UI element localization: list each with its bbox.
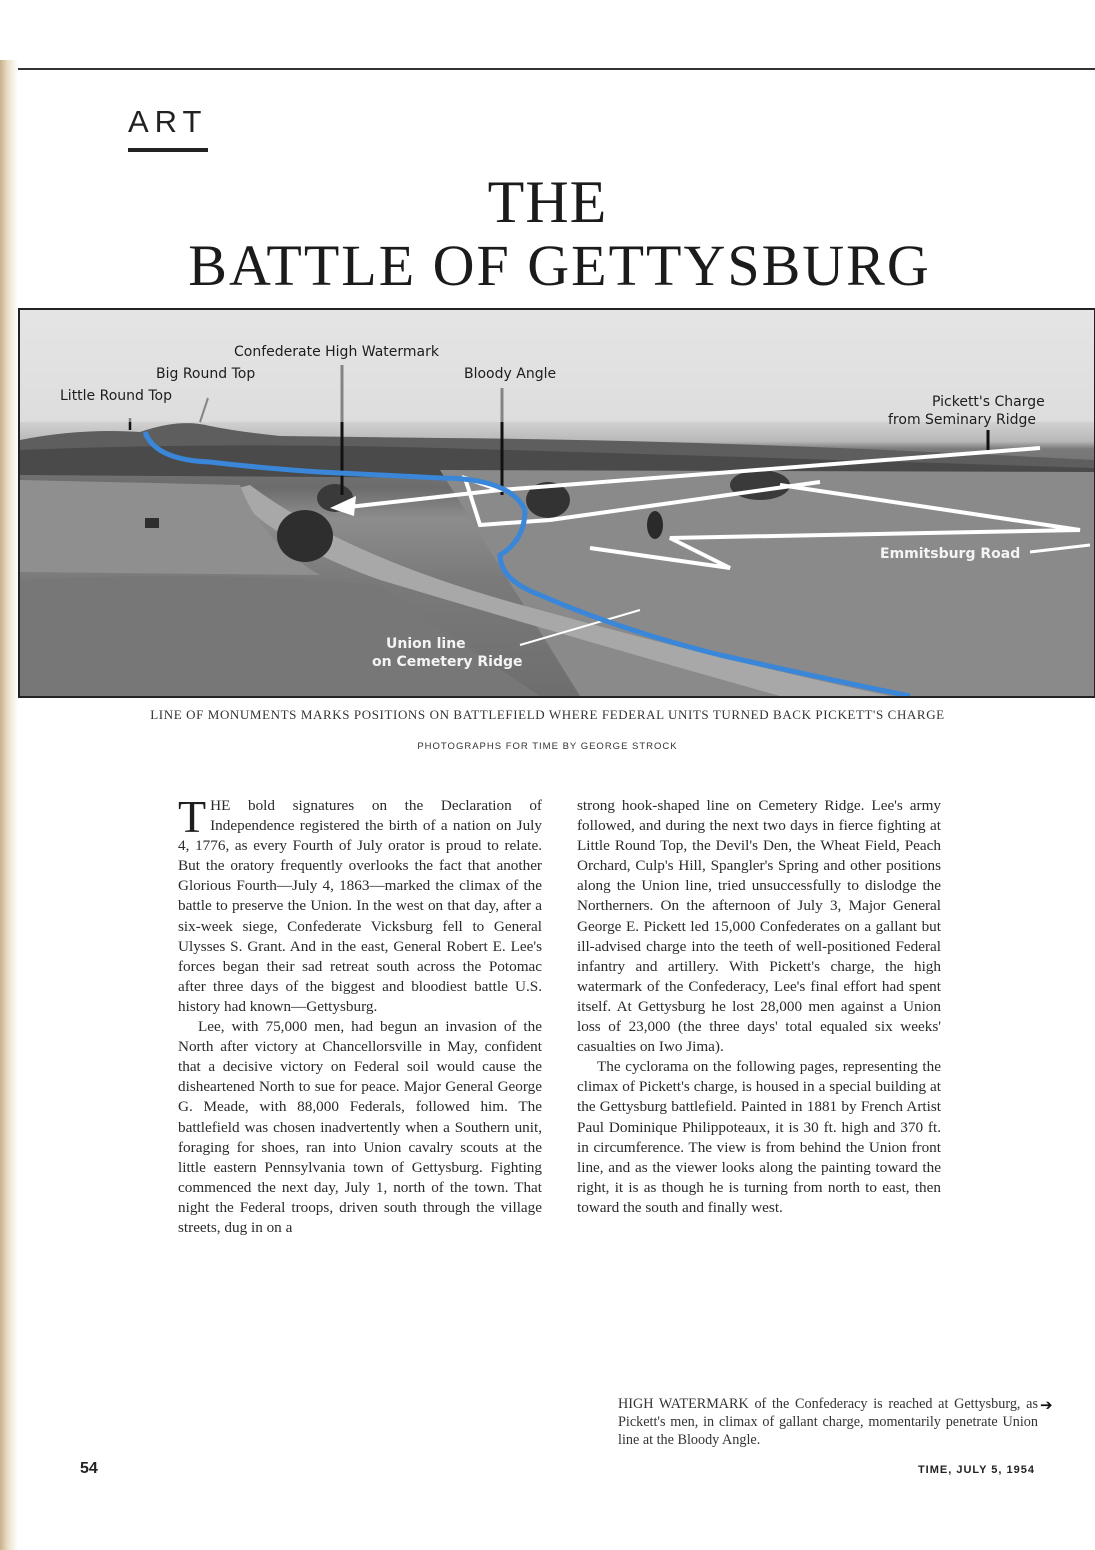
- label-emmitsburg-road: Emmitsburg Road: [880, 546, 1021, 562]
- headline-line-1: THE: [487, 169, 608, 235]
- label-bloody-angle: Bloody Angle: [464, 366, 557, 382]
- label-confederate-high-watermark: Confederate High Watermark: [234, 344, 439, 360]
- page-number: 54: [80, 1460, 98, 1477]
- issue-dateline: TIME, JULY 5, 1954: [917, 1464, 1035, 1476]
- tree: [647, 511, 663, 539]
- battlefield-photo: [18, 308, 1095, 698]
- section-label: ART: [128, 104, 208, 139]
- article-paragraph: The cyclorama on the following pages, representing the climax of Pickett's charge, is housed in a special building at the Gettysburg battlefield. Painted in 1881 by French Artist Paul Dominique Philippoteaux, it is 30 ft. high and 370 ft. in circumference. The view is from behind the Union front line, and as the viewer looks along the painting toward the right, it is as though he is turning from north to east, then toward the south and finally west.: [577, 1058, 941, 1216]
- tree: [277, 510, 333, 562]
- headline-line-2: BATTLE OF GETTYSBURG: [188, 233, 931, 298]
- monument: [145, 518, 159, 528]
- label-little-round-top: Little Round Top: [60, 388, 172, 404]
- photo-credit: PHOTOGRAPHS FOR TIME BY GEORGE STROCK: [417, 741, 678, 752]
- section-underline: [128, 148, 208, 152]
- dropcap: T: [178, 791, 207, 842]
- label-big-round-top: Big Round Top: [156, 366, 256, 382]
- label-union-line-2: on Cemetery Ridge: [372, 654, 523, 670]
- photo-caption: LINE OF MONUMENTS MARKS POSITIONS ON BATTLEFIELD WHERE FEDERAL UNITS TURNED BACK PICKETT'S CHARGE: [150, 707, 945, 722]
- right-arrow-icon: ➔: [1040, 1398, 1053, 1414]
- label-picketts-charge-2: from Seminary Ridge: [888, 412, 1037, 428]
- label-union-line-1: Union line: [386, 636, 466, 652]
- article-paragraph: [178, 791, 542, 1017]
- top-rule: [18, 68, 1095, 70]
- article-paragraph: Lee, with 75,000 men, had begun an invasion of the North after victory at Chancellorsville in May, confident that a decisive victory on Federal soil would cause the disheartened North to sue for peace. Major General George G. Meade, with 88,000 Federals, followed him. The battlefield was chosen inadvertently when a Southern unit, foraging for shoes, ran into Union cavalry scouts at the little eastern Pennsylvania town of Gettysburg. Fighting commenced the next day, July 1, north of the town. That night the Federal troops, driven south through the village streets, dug in on a: [178, 1018, 542, 1236]
- article-column-right: [577, 796, 941, 1218]
- label-picketts-charge-1: Pickett's Charge: [932, 394, 1045, 410]
- article-column-left: [178, 791, 542, 1238]
- next-page-caption: HIGH WATERMARK of the Confederacy is reached at Gettysburg, as Pickett's men, in climax of gallant charge, momentarily penetrate Union line at the Bloody Angle.: [618, 1396, 1038, 1448]
- article-text: HE bold signatures on the Declaration of Independence registered the birth of a nation on July 4, 1776, as every Fourth of July orator is proud to relate. But the oratory frequently overlooks the fact that another Glorious Fourth—July 4, 1863—marked the climax of the battle to preserve the Union. In the west on that day, after a six-week siege, Confederate Vicksburg fell to General Ulysses S. Grant. And in the east, General Robert E. Lee's forces began their sad retreat south across the Potomac after three days of the biggest and bloodiest battle U.S. history had known—Gettysburg.: [178, 797, 542, 1015]
- article-paragraph: strong hook-shaped line on Cemetery Ridge. Lee's army followed, and during the next two days in fierce fighting at Little Round Top, the Devil's Den, the Wheat Field, Peach Orchard, Culp's Hill, Spangler's Spring and other positions along the Union line, tried unsuccessfully to dislodge the Northerners. On the afternoon of July 3, Major General George E. Pickett led 15,000 Confederates on a gallant but ill-advised charge into the teeth of well-positioned Federal infantry and artillery. With Pickett's charge, the high watermark of the Confederacy, Lee's final effort had spent itself. At Gettysburg he lost 28,000 men against a Union loss of 23,000 (the three days' total equaled six weeks' casualties on Iwo Jima).: [577, 797, 941, 1056]
